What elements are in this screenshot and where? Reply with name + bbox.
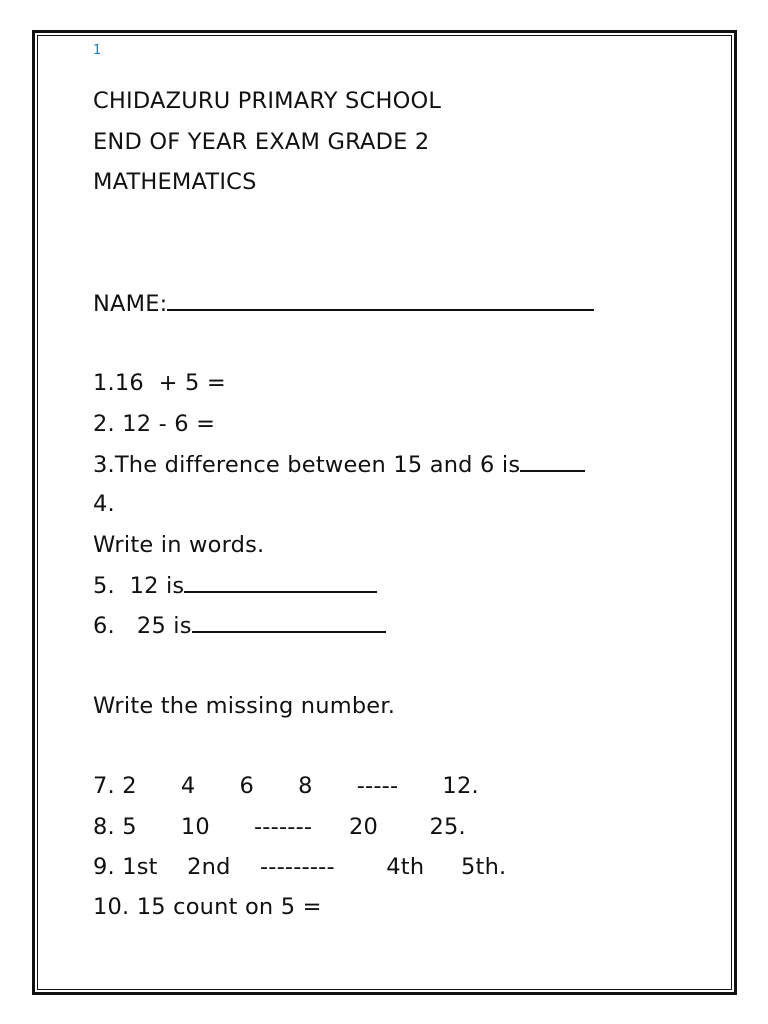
subject-title: MATHEMATICS xyxy=(93,169,257,195)
question-3-text: 3.The difference between 15 and 6 is xyxy=(93,452,521,478)
section-missing-number: Write the missing number. xyxy=(93,693,396,719)
exam-title: END OF YEAR EXAM GRADE 2 xyxy=(93,129,430,155)
question-5-blank xyxy=(184,571,377,593)
name-blank-line xyxy=(167,289,594,311)
question-8: 8. 5 10 ------- 20 25. xyxy=(93,814,466,840)
name-field xyxy=(93,289,594,318)
name-label: NAME: xyxy=(93,291,168,317)
question-3-blank xyxy=(520,450,585,472)
question-2: 2. 12 - 6 = xyxy=(93,411,216,437)
question-6 xyxy=(93,611,386,640)
question-4: 4. xyxy=(93,491,115,517)
question-5 xyxy=(93,571,377,600)
question-7: 7. 2 4 6 8 ----- 12. xyxy=(93,773,479,799)
question-10: 10. 15 count on 5 = xyxy=(93,894,322,920)
question-9: 9. 1st 2nd --------- 4th 5th. xyxy=(93,854,507,880)
question-5-text: 5. 12 is xyxy=(93,573,185,599)
page-number: 1 xyxy=(93,43,102,58)
question-6-blank xyxy=(192,611,386,633)
question-6-text: 6. 25 is xyxy=(93,613,192,639)
section-write-in-words: Write in words. xyxy=(93,532,265,558)
school-name: CHIDAZURU PRIMARY SCHOOL xyxy=(93,88,442,114)
question-1: 1.16 + 5 = xyxy=(93,370,226,396)
question-3 xyxy=(93,450,585,479)
